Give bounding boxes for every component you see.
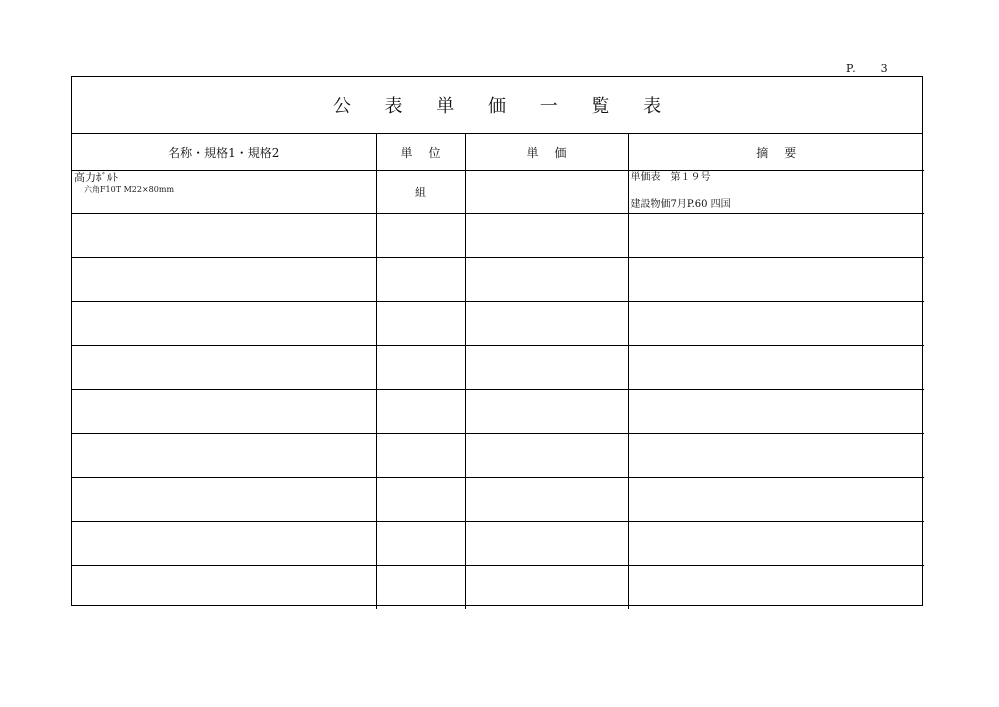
name-cell <box>72 390 376 434</box>
table-row <box>72 214 924 258</box>
name-cell <box>72 346 376 390</box>
unit-cell: 組 <box>376 171 465 214</box>
table-row <box>72 258 924 302</box>
page-number <box>846 62 889 75</box>
name-cell <box>72 566 376 610</box>
page-number-label: P. <box>846 62 857 75</box>
note-cell <box>628 171 924 214</box>
header-price: 単価 <box>465 134 628 171</box>
table-row <box>72 390 924 434</box>
price-cell <box>465 390 628 434</box>
table-row <box>72 346 924 390</box>
table-row <box>72 478 924 522</box>
name-cell <box>72 302 376 346</box>
table-row <box>72 434 924 478</box>
price-cell <box>465 171 628 214</box>
note-cell <box>628 346 924 390</box>
price-cell <box>465 434 628 478</box>
price-cell <box>465 566 628 610</box>
header-row <box>72 134 924 171</box>
note-cell <box>628 434 924 478</box>
unit-cell <box>376 346 465 390</box>
name-cell <box>72 171 376 214</box>
name-cell <box>72 434 376 478</box>
table-row <box>72 566 924 610</box>
note-cell <box>628 522 924 566</box>
price-cell <box>465 258 628 302</box>
note-cell <box>628 478 924 522</box>
price-cell <box>465 478 628 522</box>
header-unit: 単位 <box>376 134 465 171</box>
unit-cell <box>376 566 465 610</box>
page-number-value: 3 <box>880 62 889 75</box>
note-cell <box>628 302 924 346</box>
unit-price-table <box>72 134 924 609</box>
price-cell <box>465 302 628 346</box>
unit-cell <box>376 258 465 302</box>
table-row <box>72 171 924 214</box>
name-cell <box>72 214 376 258</box>
table-row <box>72 522 924 566</box>
item-spec: 六角F10T M22×80mm <box>84 185 175 194</box>
item-name: 高力ﾎﾞﾙﾄ <box>74 171 118 184</box>
price-cell <box>465 522 628 566</box>
unit-cell <box>376 434 465 478</box>
unit-cell <box>376 478 465 522</box>
header-note: 摘要 <box>628 134 924 171</box>
note-cell <box>628 258 924 302</box>
name-cell <box>72 522 376 566</box>
note-cell <box>628 566 924 610</box>
note-line-2: 建設物価7月P.60 四国 <box>630 199 731 210</box>
note-cell <box>628 390 924 434</box>
price-cell <box>465 346 628 390</box>
note-cell <box>628 214 924 258</box>
table-row <box>72 302 924 346</box>
name-cell <box>72 258 376 302</box>
sheet-title: 公 表 単 価 一 覧 表 <box>72 77 922 134</box>
unit-cell <box>376 214 465 258</box>
unit-cell <box>376 390 465 434</box>
header-name: 名称・規格1・規格2 <box>72 134 376 171</box>
unit-cell <box>376 302 465 346</box>
note-line-1: 単価表 第１９号 <box>630 172 711 183</box>
price-cell <box>465 214 628 258</box>
unit-cell <box>376 522 465 566</box>
name-cell <box>72 478 376 522</box>
unit-price-sheet <box>71 76 923 606</box>
